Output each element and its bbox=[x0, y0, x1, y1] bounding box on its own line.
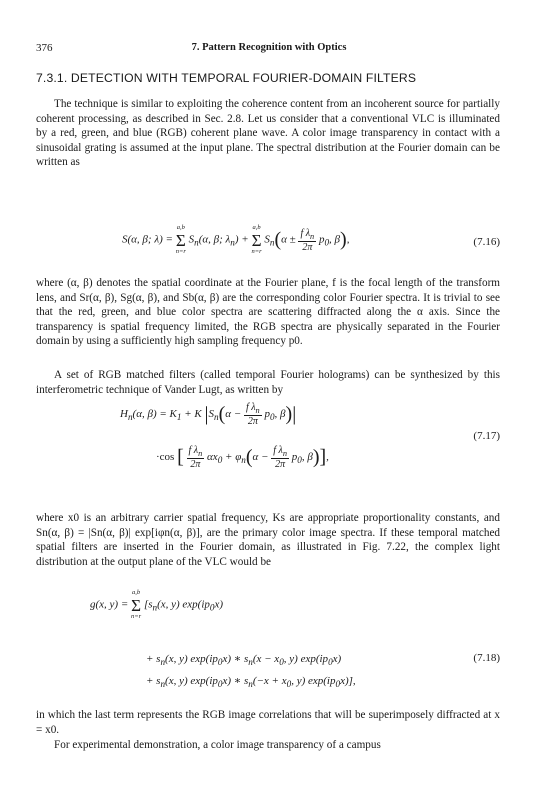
section-heading: 7.3.1. DETECTION WITH TEMPORAL FOURIER-DOMAIN FILTERS bbox=[36, 71, 417, 85]
equation-7-16: S(α, β; λ) = a,b Σ n=r $S_n(\alpha$, β; $\lambda_n$) + a,b Σ n=r $S_n(\alpha$ ± $\frac{f \lambda_n}{2\pi}$ $p_0$, β), bbox=[122, 224, 350, 255]
equation-7-17-line-2: ·cos [ $\frac{f \lambda_n}{2\pi}$ $\alpha x_0 + \varphi_n(\alpha$ − $\frac{f \lambda_n}{2\pi}$ $p_0$, β)], bbox=[156, 445, 329, 470]
paragraph-5 bbox=[36, 708, 500, 737]
paragraph-6 bbox=[36, 738, 500, 753]
paragraph-4-text: where x0 is an arbitrary carrier spatial frequency, Ks are appropriate proportionality constants, and Sn(α, β) = |Sn(α, β)| exp[iφn(α, β)], are the primary color image spectra. If these temporal matched spatial filters are inserted in the Fourier domain, as illustrated in Fig. 7.22, the complex light distribution at the output plane of the VLC would be bbox=[36, 512, 500, 568]
paragraph-1 bbox=[36, 97, 500, 170]
paragraph-3 bbox=[36, 368, 500, 397]
running-head: 7. Pattern Recognition with Optics bbox=[191, 42, 347, 53]
paragraph-1-text: The technique is similar to exploiting the coherence content from an incoherent source for partially coherent processing, as described in Sec. 2.8. Let us consider that a conventional VLC is illuminated by a red, green, and blue (RGB) coherent plane wave. A color image transparency in contact with a sinusoidal grating is assumed at the input plane. The spectral distribution at the Fourier domain can be written as bbox=[36, 98, 500, 169]
paragraph-4 bbox=[36, 511, 500, 569]
paragraph-5-text: in which the last term represents the RGB image correlations that will be superimposely diffracted at x = x0. bbox=[36, 709, 500, 736]
paragraph-2-text: where (α, β) denotes the spatial coordinate at the Fourier plane, f is the focal length of the transform lens, and Sr(α, β), Sg(α, β), and Sb(α, β) are the corresponding color Fourier spectra. It is trivial to see that the red, green, and blue color spectra are scattering diffracted along the α axis. Since the transparency is spatial frequency limited, the RGB spectra are physically separated in the Fourier domain by using a sufficiently high sampling frequency p0. bbox=[36, 277, 500, 348]
equation-7-16-number: (7.16) bbox=[473, 236, 500, 248]
equation-7-17-line-1: $H_n(\alpha$, $\beta) = K_1 + K$ $|S_n(\alpha$ − $\frac{f \lambda_n}{2\pi}$ $p_0$, β)| bbox=[120, 402, 297, 427]
paragraph-2 bbox=[36, 276, 500, 349]
page-number: 376 bbox=[36, 42, 53, 54]
paragraph-6-text: For experimental demonstration, a color image transparency of a campus bbox=[54, 739, 381, 751]
equation-7-18-line-3: + $s_n(x$, y) $\exp(ip_0x)$ ∗ $s_n(-x + x_0$, y) $\exp(ip_0x)$], bbox=[146, 675, 356, 690]
equation-7-18-number: (7.18) bbox=[473, 652, 500, 664]
paragraph-3-text: A set of RGB matched filters (called temporal Fourier holograms) can be synthesized by this interferometric technique of Vander Lugt, as written by bbox=[36, 369, 500, 396]
equation-7-18-line-1: g(x, y) = a,b Σ n=r [$s_n(x$, y) $\exp(ip_0x)$ bbox=[90, 589, 224, 620]
equation-7-17-number: (7.17) bbox=[473, 430, 500, 442]
equation-7-18-line-2: + $s_n(x$, y) $\exp(ip_0x)$ ∗ $s_n(x - x_0$, y) $\exp(ip_0x)$ bbox=[146, 653, 342, 668]
